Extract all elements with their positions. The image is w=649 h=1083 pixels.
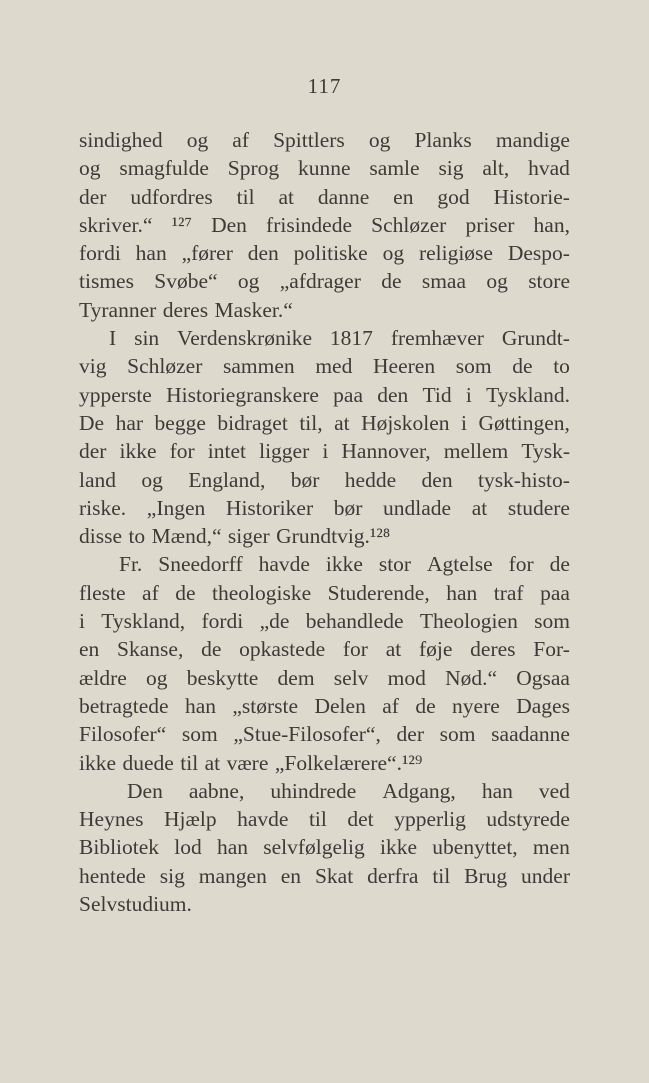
- word: paa: [540, 580, 570, 605]
- word: han: [135, 241, 167, 266]
- word: og: [145, 665, 168, 690]
- text-line: [79, 437, 570, 465]
- word: disse: [79, 524, 122, 549]
- word: Filosofer“: [79, 722, 167, 747]
- word: den: [377, 382, 409, 407]
- word: ypperlig: [394, 807, 466, 832]
- word: Højskolen: [361, 410, 450, 435]
- text-line: [79, 239, 570, 267]
- word: en: [79, 637, 100, 662]
- word: undlade: [383, 495, 452, 520]
- word: udstyrede: [486, 807, 570, 832]
- word: at: [204, 750, 221, 775]
- word: lod: [174, 835, 202, 860]
- word: i: [465, 382, 472, 407]
- word: der: [396, 722, 424, 747]
- word: nyere: [452, 693, 500, 718]
- word: smagfulde: [119, 156, 209, 181]
- word: i: [461, 410, 468, 435]
- word: af: [142, 580, 159, 605]
- text-line: [79, 409, 570, 437]
- word: være: [226, 750, 269, 775]
- word: riske.: [79, 495, 127, 520]
- word: Tyranner: [79, 297, 157, 322]
- word: Skat: [314, 863, 354, 888]
- word: havde: [237, 807, 289, 832]
- word: Tyskland,: [101, 609, 186, 634]
- word: 1817: [329, 326, 373, 351]
- word: havde: [258, 552, 310, 577]
- word: han: [184, 693, 216, 718]
- word: ¹²⁷: [171, 212, 192, 237]
- page-number: 117: [307, 74, 342, 98]
- word: dem: [277, 665, 315, 690]
- word: en: [280, 863, 302, 888]
- word: hvad: [528, 156, 570, 181]
- word: Studerende,: [327, 580, 430, 605]
- word: Delen: [314, 693, 366, 718]
- word: hedde: [344, 467, 397, 492]
- text-line: [79, 494, 570, 522]
- word: kunne: [298, 156, 351, 181]
- text-line: [79, 466, 570, 494]
- word: Selvstudium.: [79, 892, 192, 917]
- word: og: [79, 156, 101, 181]
- text-line: [79, 890, 570, 918]
- word: har: [115, 410, 144, 435]
- text-line: [79, 749, 570, 777]
- word: Masker.“: [214, 297, 293, 322]
- word: samle: [369, 156, 420, 181]
- text-line: [79, 862, 570, 890]
- word: Gøttingen,: [478, 410, 570, 435]
- word: alt,: [482, 156, 510, 181]
- word: For-: [533, 637, 570, 662]
- word: og: [486, 269, 508, 294]
- text-line: [79, 154, 570, 182]
- word: ved: [538, 778, 570, 803]
- word: deres: [162, 297, 209, 322]
- word: tysk-histo-: [477, 467, 570, 492]
- word: vig: [79, 354, 107, 379]
- word: deres: [470, 637, 516, 662]
- word: Mænd,“: [151, 524, 222, 549]
- word: og: [237, 269, 260, 294]
- word: Grundt-: [501, 326, 570, 351]
- text-line: [79, 183, 570, 211]
- word: I: [109, 326, 117, 351]
- word: sindighed: [79, 128, 163, 152]
- word: opkastede: [239, 637, 326, 662]
- word: mellem: [443, 439, 509, 464]
- word: smaa: [421, 269, 467, 294]
- word: ikke: [380, 835, 418, 860]
- word: ikke: [119, 439, 157, 464]
- text-line: [79, 635, 570, 663]
- word: men: [532, 835, 570, 860]
- word: uhindrede: [270, 778, 357, 803]
- word: saadanne: [491, 722, 570, 747]
- word: priser: [465, 212, 515, 237]
- word: det: [347, 807, 374, 832]
- word: Tyskland.: [486, 382, 570, 407]
- word: stor: [378, 552, 412, 577]
- word: intet: [207, 439, 247, 464]
- word: aabne,: [188, 778, 245, 803]
- word: Planks: [414, 128, 472, 152]
- text-line: [79, 522, 570, 550]
- word: for: [169, 439, 195, 464]
- word: Den: [211, 212, 247, 237]
- word: tismes: [79, 269, 134, 294]
- word: Ogsaa: [516, 665, 570, 690]
- word: ubenyttet,: [432, 835, 518, 860]
- word: ældre: [79, 665, 127, 690]
- word: Bibliotek: [79, 835, 160, 860]
- word: for: [342, 637, 368, 662]
- word: Svøbe“: [154, 269, 218, 294]
- word: „de: [259, 609, 290, 634]
- word: med: [315, 354, 353, 379]
- word: god: [437, 184, 470, 209]
- word: han: [446, 580, 478, 605]
- word: sin: [134, 326, 160, 351]
- word: mangen: [198, 863, 267, 888]
- word: Schløzer: [127, 354, 203, 379]
- word: Heynes: [79, 807, 144, 832]
- word: Historiker: [225, 495, 314, 520]
- word: Verdenskrønike: [177, 326, 313, 351]
- word: Tid: [422, 382, 452, 407]
- word: religiøse: [418, 241, 493, 266]
- word: Fr.: [119, 552, 143, 577]
- text-line: [79, 833, 570, 861]
- word: en: [393, 184, 414, 209]
- word: Schløzer: [371, 212, 447, 237]
- word: Theologien: [419, 609, 518, 634]
- word: for: [508, 552, 534, 577]
- word: ligger: [259, 439, 310, 464]
- word: Agtelse: [427, 552, 493, 577]
- word: Despo-: [507, 241, 570, 266]
- word: beskytte: [186, 665, 259, 690]
- word: til: [432, 863, 451, 888]
- word: som: [181, 722, 218, 747]
- word: land: [79, 467, 117, 492]
- word: Historiegranskere: [166, 382, 319, 407]
- word: „Stue-Filosofer“,: [233, 722, 381, 747]
- word: fremhæver: [390, 326, 484, 351]
- word: to: [553, 354, 570, 379]
- word: af: [232, 128, 249, 152]
- text-line: [79, 381, 570, 409]
- word: bør: [290, 467, 320, 492]
- word: Historie-: [493, 184, 570, 209]
- word: fordi: [79, 241, 121, 266]
- word: fordi: [201, 609, 244, 634]
- word: at: [385, 637, 402, 662]
- word: til: [308, 807, 327, 832]
- word: derfra: [367, 863, 419, 888]
- word: til: [236, 184, 255, 209]
- text-line: [79, 664, 570, 692]
- text-line: [79, 126, 570, 154]
- word: sammen: [223, 354, 295, 379]
- word: sig: [438, 156, 464, 181]
- word: som: [534, 609, 570, 634]
- word: Heeren: [373, 354, 436, 379]
- text-line: [79, 805, 570, 833]
- word: han,: [533, 212, 570, 237]
- text-line: [79, 579, 570, 607]
- word: ypperste: [79, 382, 152, 407]
- word: Nød.“: [445, 665, 498, 690]
- word: bidraget: [217, 410, 288, 435]
- word: traf: [493, 580, 524, 605]
- word: selvfølgelig: [263, 835, 365, 860]
- word: „største: [232, 693, 299, 718]
- word: som: [439, 722, 476, 747]
- text-line: [79, 324, 570, 352]
- word: theologiske: [212, 580, 312, 605]
- word: Skanse,: [117, 637, 184, 662]
- word: skriver.“: [79, 212, 153, 237]
- word: „Folkelærere“.¹²⁹: [274, 750, 423, 775]
- word: de: [201, 637, 222, 662]
- word: bør: [333, 495, 363, 520]
- word: Sprog: [227, 156, 280, 181]
- text-line: [79, 607, 570, 635]
- word: England,: [188, 467, 266, 492]
- word: siger: [227, 524, 270, 549]
- word: de: [381, 269, 402, 294]
- word: under: [521, 863, 570, 888]
- word: begge: [154, 410, 206, 435]
- word: Grundtvig.¹²⁸: [276, 524, 391, 549]
- word: Hannover,: [341, 439, 431, 464]
- word: der: [79, 439, 107, 464]
- word: til: [180, 750, 199, 775]
- word: selv: [333, 665, 369, 690]
- word: at: [334, 410, 350, 435]
- word: til,: [299, 410, 323, 435]
- text-line: [79, 267, 570, 295]
- word: der: [79, 184, 107, 209]
- word: mandige: [495, 128, 570, 152]
- text-line: [79, 550, 570, 578]
- word: Brug: [464, 863, 508, 888]
- text-line: [79, 777, 570, 805]
- word: og: [186, 128, 209, 152]
- word: to: [128, 524, 146, 549]
- text-line: [79, 352, 570, 380]
- word: de: [175, 580, 196, 605]
- word: „Ingen: [146, 495, 206, 520]
- word: Sneedorff: [158, 552, 243, 577]
- word: han: [216, 835, 249, 860]
- word: Adgang,: [382, 778, 456, 803]
- word: „fører: [181, 241, 233, 266]
- text-line: [79, 692, 570, 720]
- word: Spittlers: [273, 128, 345, 152]
- text-line: [79, 211, 570, 239]
- word: Den: [127, 778, 163, 803]
- word: De: [79, 410, 105, 435]
- word: frisindede: [266, 212, 352, 237]
- word: Hjælp: [164, 807, 217, 832]
- word: han: [481, 778, 513, 803]
- word: føje: [418, 637, 453, 662]
- word: Tysk-: [521, 439, 570, 464]
- word: fleste: [79, 580, 126, 605]
- word: at: [471, 495, 488, 520]
- word: de: [512, 354, 533, 379]
- word: den: [421, 467, 453, 492]
- word: den: [247, 241, 279, 266]
- word: udfordres: [130, 184, 213, 209]
- word: hentede: [79, 863, 146, 888]
- word: duede: [122, 750, 174, 775]
- word: som: [455, 354, 492, 379]
- word: behandlede: [305, 609, 404, 634]
- body-text: [79, 126, 570, 918]
- word: de: [549, 552, 570, 577]
- word: „afdrager: [279, 269, 361, 294]
- word: og: [368, 128, 391, 152]
- word: og: [141, 467, 163, 492]
- word: at: [278, 184, 295, 209]
- word: sig: [159, 863, 185, 888]
- word: mod: [387, 665, 426, 690]
- word: paa: [333, 382, 363, 407]
- word: i: [79, 609, 85, 634]
- text-line: [79, 720, 570, 748]
- word: Dages: [516, 693, 570, 718]
- word: og: [382, 241, 405, 266]
- text-line: [79, 296, 570, 324]
- word: de: [415, 693, 436, 718]
- word: politiske: [293, 241, 368, 266]
- word: i: [322, 439, 329, 464]
- word: store: [528, 269, 570, 294]
- word: betragtede: [79, 693, 169, 718]
- word: ikke: [79, 750, 117, 775]
- word: danne: [317, 184, 370, 209]
- word: studere: [507, 495, 570, 520]
- word: af: [382, 693, 399, 718]
- word: ikke: [325, 552, 363, 577]
